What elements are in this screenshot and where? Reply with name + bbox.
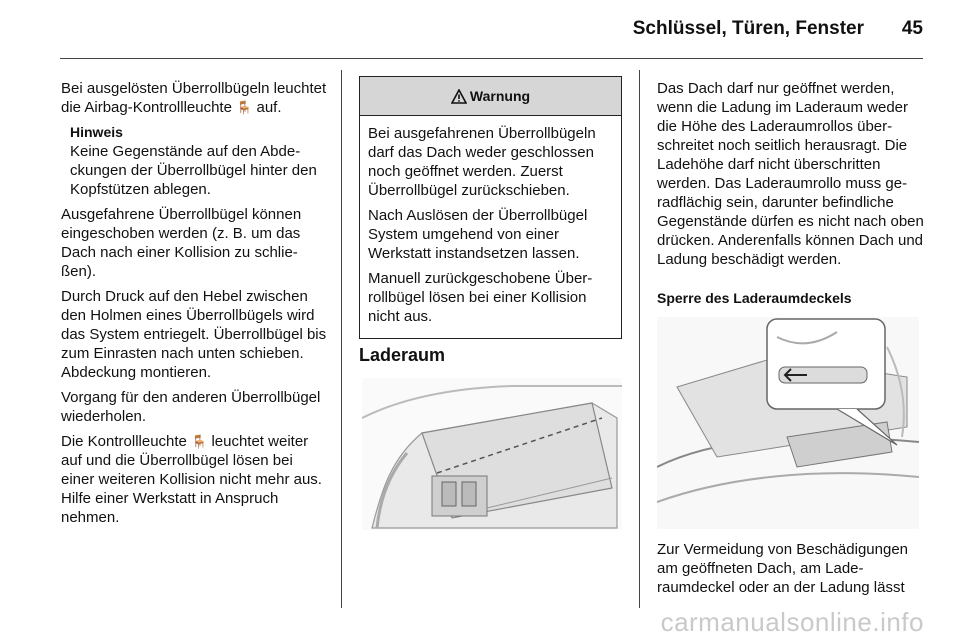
paragraph: Ausgefahrene Überrollbügel können eingeschoben werden (z. B. um das Dach nach einer Kollision zu schließen). <box>61 206 302 280</box>
lock-drawing <box>657 317 919 529</box>
warning-box <box>359 76 622 339</box>
section-title: Laderaum <box>359 345 446 365</box>
left-column <box>61 79 327 533</box>
watermark: carmanualsonline.info <box>660 607 924 637</box>
warning-title: Warnung <box>469 88 531 104</box>
header-title: Schlüssel, Türen, Fenster <box>632 18 864 39</box>
paragraph <box>61 432 327 527</box>
header-divider <box>60 58 923 59</box>
paragraph-text: auf. <box>256 99 282 116</box>
trunk-lid-lock-illustration <box>657 317 919 529</box>
warning-paragraph: Bei ausgefahrenen Überrollbügeln darf das Dach weder geschlossen noch geöffnet werden. Zuerst Überrollbügel zurückschieben. <box>368 125 596 199</box>
warning-body <box>360 116 621 340</box>
paragraph: Durch Druck auf den Hebel zwischen den Holmen eines Überrollbügels wird das System entriegelt. Überrollbügel bis zum Einrasten nach unten schieben. Abdeckung montieren. <box>61 288 327 381</box>
warning-triangle-icon <box>451 89 467 104</box>
warning-paragraph: Nach Auslösen der Überrollbügel System umgehend von einer Werkstatt instandsetzen lassen. <box>368 207 588 262</box>
paragraph-text: Bei ausgelösten Überrollbügeln leuchtet die Airbag-Kontrollleuchte <box>61 80 327 116</box>
note-title: Hinweis <box>70 124 123 140</box>
right-column-bottom <box>657 540 929 603</box>
warning-header <box>360 77 621 116</box>
column-divider-left <box>341 70 342 608</box>
note-text: Keine Gegenstände auf den Abdeckungen der Überrollbügel hinter den Kopfstützen ablegen. <box>70 143 317 198</box>
paragraph-text: leuchtet weiter auf und die Überrollbügel lösen bei einer weiteren Kollision nicht mehr aus. Hilfe einer Werkstatt in Anspruch nehmen. <box>61 433 322 526</box>
airbag-icon: 🪑 <box>236 100 253 115</box>
right-column <box>657 79 929 275</box>
trunk-drawing <box>362 378 622 530</box>
paragraph <box>61 79 327 117</box>
column-divider-right <box>639 70 640 608</box>
airbag-icon: 🪑 <box>191 434 208 449</box>
paragraph: Zur Vermeidung von Beschädigungen am geöffneten Dach, am Laderaumdeckel oder an der Ladung lässt <box>657 541 909 596</box>
paragraph: Das Dach darf nur geöffnet werden, wenn die Ladung im Laderaum weder die Höhe des Laderaumrollos überschreitet noch seitlich herausragt. Die Ladehöhe darf nicht überschritten werden. Das Laderaumrollo muss geradflächig sein, darunter befindliche Gegenstände dürfen es nicht nach oben drücken. Anderenfalls können Dach und Ladung beschädigt werden. <box>657 80 924 268</box>
warning-paragraph: Manuell zurückgeschobene Überrollbügel lösen bei einer Kollision nicht aus. <box>368 270 593 325</box>
page-number: 45 <box>901 18 923 39</box>
paragraph: Vorgang für den anderen Überrollbügel wiederholen. <box>61 389 321 425</box>
paragraph-text: Die Kontrollleuchte <box>61 433 187 450</box>
trunk-illustration <box>362 378 622 530</box>
subheading: Sperre des Laderaumdeckels <box>657 290 852 306</box>
note-block <box>61 123 327 199</box>
